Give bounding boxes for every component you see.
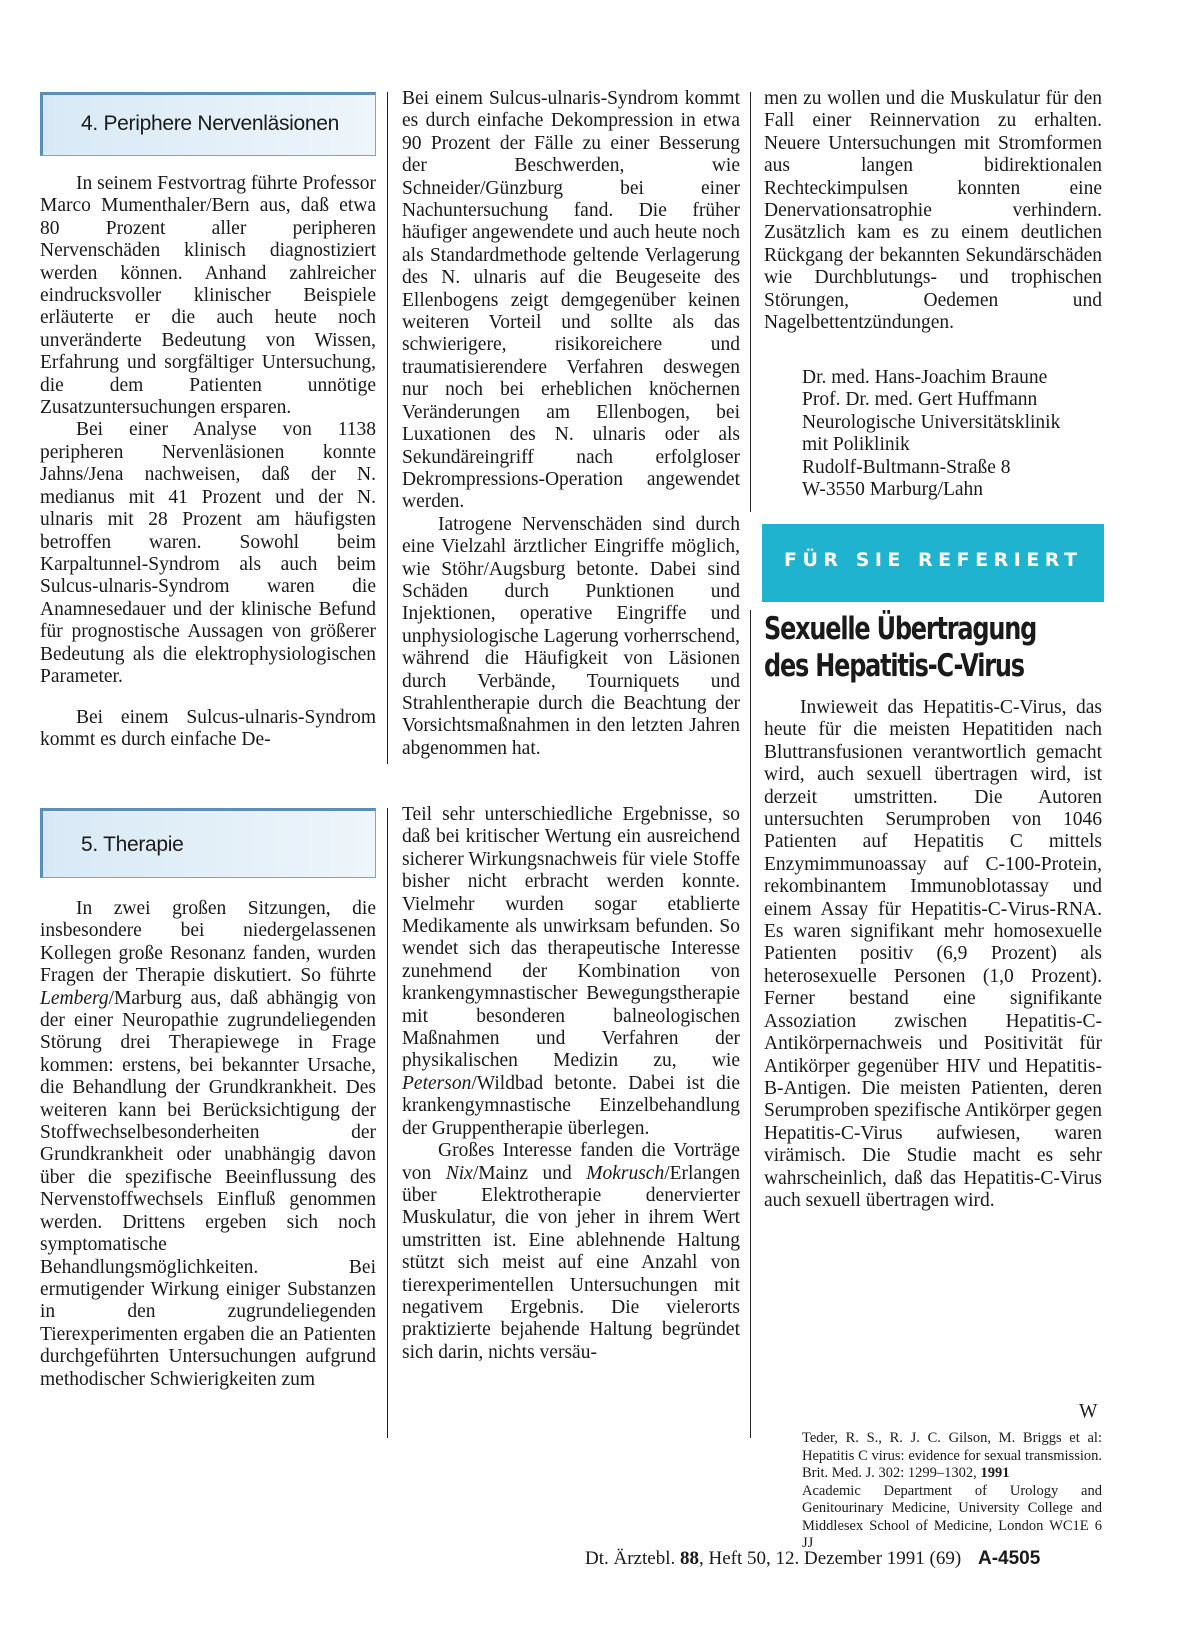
section-banner xyxy=(762,524,1104,602)
author-block xyxy=(802,367,1060,501)
article-signature: W xyxy=(1079,1401,1098,1422)
column-rule xyxy=(387,808,388,1438)
paragraph-cont: men zu wollen und die Muskulatur für den Fall einer Reinnervation zu erhalten. Neuere Untersuchungen mit Stromformen aus langen bidirektionalen Rechteckimpulsen konnten eine Denervationsatrophie verhindern. Zusätzlich kam es zu einem deutlichen Rückgang der bekannten Sekundärschäden wie Durchblutungs- und trophischen Störungen, Oedemen und Nagelbettentzündungen. xyxy=(764,88,1102,334)
section-5-heading: 5. Therapie xyxy=(81,833,184,856)
paragraph-start: Bei einem Sulcus-ulnaris-Syndrom kommt es durch einfache De- xyxy=(40,707,376,751)
article-body: Inwieweit das Hepatitis-C-Virus, das heute für die meisten Hepatitiden nach Bluttransfusionen verantwortlich gemacht wird, auch sexuell übertragen wird, ist derzeit umstritten. Die Autoren untersuchten Serumproben von 1046 Patienten auf Hepatitis C mittels Enzymimmunoassay auf C-100-Protein, rekombinantem Immunoblotassay und einem Assay für Hepatitis-C-Virus-RNA. Es waren signifikant mehr homosexuelle Patienten positiv (6,9 Prozent) als heterosexuelle Personen (1,0 Prozent). Ferner bestand eine signifikante Assoziation zwischen Hepatitis-C-Antikörpernachweis und Positivität für Antikörper gegenüber HIV und Hepatitis-B-Antigen. Die meisten Patienten, deren Serumproben spezifische Antikörper gegen Hepatitis-C-Virus aufwiesen, waren virämisch. Die Studie macht es sehr wahrscheinlich, daß das Hepatitis-C-Virus auch sexuell übertragen wird. xyxy=(764,697,1102,1211)
author-line: mit Poliklinik xyxy=(802,434,910,456)
journal-volume: 88 xyxy=(679,1548,699,1569)
reference-address: Academic Department of Urology and Genitourinary Medicine, University College and Middlesex School of Medicine, London WC1E 6 JJ xyxy=(802,1482,1102,1551)
author-line: Dr. med. Hans-Joachim Braune xyxy=(802,367,1048,388)
paragraph: Bei einer Analyse von 1138 peripheren Nervenläsionen konnte Jahns/Jena nachweisen, daß der N. medianus mit 41 Prozent und der N. ulnaris mit 28 Prozent am häufigsten betroffen waren. Sowohl beim Karpaltunnel-Syndrom als auch beim Sulcus-ulnaris-Syndrom waren die Anamnesedauer und der klinische Befund für prognostische Aussagen von größerer Bedeutung als die elektrophysiologischen Parameter. xyxy=(40,419,376,687)
paragraph: In zwei großen Sitzungen, die insbesondere bei niedergelassenen Kollegen große Resonanz fanden, wurden Fragen der Therapie diskutiert. So führte Lemberg/Marburg aus, daß abhängig von der einer Neuropathie zugrundeliegenden Störung drei Therapiewege in Frage kommen: erstens, bei bekannter Ursache, die Behandlung der Grundkrankheit. Des weiteren kann bei Berücksichtigung der Stoffwechselbesonderheiten der Grundkrankheit oder unabhängig davon über die spezifische Beeinflussung des Nervenstoffwechsels Einfluß genommen werden. Drittens ergeben sich noch symptomatische Behandlungsmöglichkeiten. Bei ermutigender Wirkung einiger Substanzen in den zugrundeliegenden Tierexperimenten ergaben die an Patienten durchgeführten Untersuchungen aufgrund methodischer Schwierigkeiten zum xyxy=(40,898,376,1390)
reference-citation: Teder, R. S., R. J. C. Gilson, M. Briggs et al: Hepatitis C virus: evidence for sexual transmission. Brit. Med. J. 302: 1299–1302, 1991 xyxy=(802,1430,1102,1481)
column-1-bottom xyxy=(40,898,376,1391)
section-4-heading: 4. Periphere Nervenläsionen xyxy=(81,112,340,135)
column-2-bottom xyxy=(402,804,740,1364)
paragraph: In seinem Festvortrag führte Professor Marco Mumenthaler/Bern aus, daß etwa 80 Prozent aller peripheren Nervenschäden klinisch diagnostiziert werden können. Anhand zahlreicher eindrucksvoller klinischer Beispiele erläuterte er die auch heute noch unveränderte Bedeutung von Wissen, Erfahrung und sorgfältiger Untersuchung, die dem Patienten unnötige Zusatzuntersuchungen ersparen. xyxy=(40,173,377,419)
reference-block xyxy=(802,1430,1102,1553)
banner-label: FÜR SIE REFERIERT xyxy=(784,549,1083,571)
paragraph-cont: Teil sehr unterschiedliche Ergebnisse, so daß bei kritischer Wertung ein ausreichend sicherer Wirkungsnachweis für viele Stoffe bisher nicht erbracht werden konnte. Vielmehr wurden sogar etablierte Medikamente als unwirksam befunden. So wendet sich das therapeutische Interesse zunehmend der Kombination von krankengymnastischer Bewegungstherapie mit besonderen balneologischen Maßnahmen und Verfahren der physikalischen Medizin zu, wie Peterson/Wildbad betonte. Dabei ist die krankengymnastische Einzelbehandlung der Gruppentherapie überlegen. xyxy=(402,804,740,1139)
column-rule xyxy=(750,610,751,1438)
paragraph: Iatrogene Nervenschäden sind durch eine Vielzahl ärztlicher Eingriffe möglich, wie Stöhr/Augsburg betonte. Dabei sind Schäden durch Punktionen und Injektionen, operative Eingriffe und unphysiologische Lagerung vorherrschend, während die Häufigkeit von Läsionen durch Verbände, Tourniquets und Strahlentherapie durch die Beachtung der Vorsichtsmaßnahmen in den letzten Jahren abgenommen hat. xyxy=(402,513,740,759)
column-3-article xyxy=(764,697,1102,1212)
section-5-heading-box xyxy=(40,808,376,878)
column-rule xyxy=(750,92,751,512)
issue-date: , Heft 50, 12. Dezember 1991 (69) xyxy=(698,1548,962,1569)
author-line: Rudolf-Bultmann-Straße 8 xyxy=(802,456,1011,478)
paragraph-cont: Bei einem Sulcus-ulnaris-Syndrom kommt es durch einfache Dekompression in etwa 90 Prozent der Fälle zu einer Besserung der Beschwerden, wie Schneider/Günzburg bei einer Nachuntersuchung fand. Die früher häufiger angewendete und auch heute noch als Standardmethode geltende Verlagerung des N. ulnaris auf die Beugeseite des Ellenbogens zeigt demgegenüber keinen weiteren Vorteil und sollte als das schwierigere, risikoreichere und traumatisierendere Verfahren deswegen nur noch bei erheblichen knöchernen Veränderungen am Ellenbogen, bei Luxationen des N. ulnaris oder als Sekundäreingriff nach erfolgloser Dekrompressions-Operation angewendet werden. xyxy=(402,88,740,513)
column-1-top-cont xyxy=(40,707,376,752)
journal-name: Dt. Ärztebl. xyxy=(585,1548,676,1569)
author-line: W-3550 Marburg/Lahn xyxy=(802,479,984,501)
article-headline xyxy=(764,611,1036,685)
headline-line-1: Sexuelle Übertragung xyxy=(764,611,1037,647)
column-rule xyxy=(387,92,388,764)
paragraph: Großes Interesse fanden die Vorträge von Nix/Mainz und Mokrusch/Erlangen über Elektrotherapie denervierter Muskulatur, die von jeher in ihrem Wert umstritten ist. Eine ablehnende Haltung stützt sich meist auf eine Anzahl von tierexperimentellen Untersuchungen mit negativem Ergebnis. Die vielerorts praktizierte bejahende Haltung begründet sich darin, nichts versäu- xyxy=(402,1140,741,1363)
column-2-top xyxy=(402,88,740,760)
headline-line-2: des Hepatitis-C-Virus xyxy=(764,648,1024,684)
author-line: Prof. Dr. med. Gert Huffmann xyxy=(802,389,1038,411)
column-3-top xyxy=(764,88,1102,334)
column-1-top xyxy=(40,173,376,688)
page-footer xyxy=(585,1548,1040,1570)
section-4-heading-box xyxy=(40,92,376,156)
page-number: A-4505 xyxy=(977,1548,1041,1569)
reference-year: 1991 xyxy=(980,1465,1010,1481)
author-line: Neurologische Universitätsklinik xyxy=(802,411,1061,433)
